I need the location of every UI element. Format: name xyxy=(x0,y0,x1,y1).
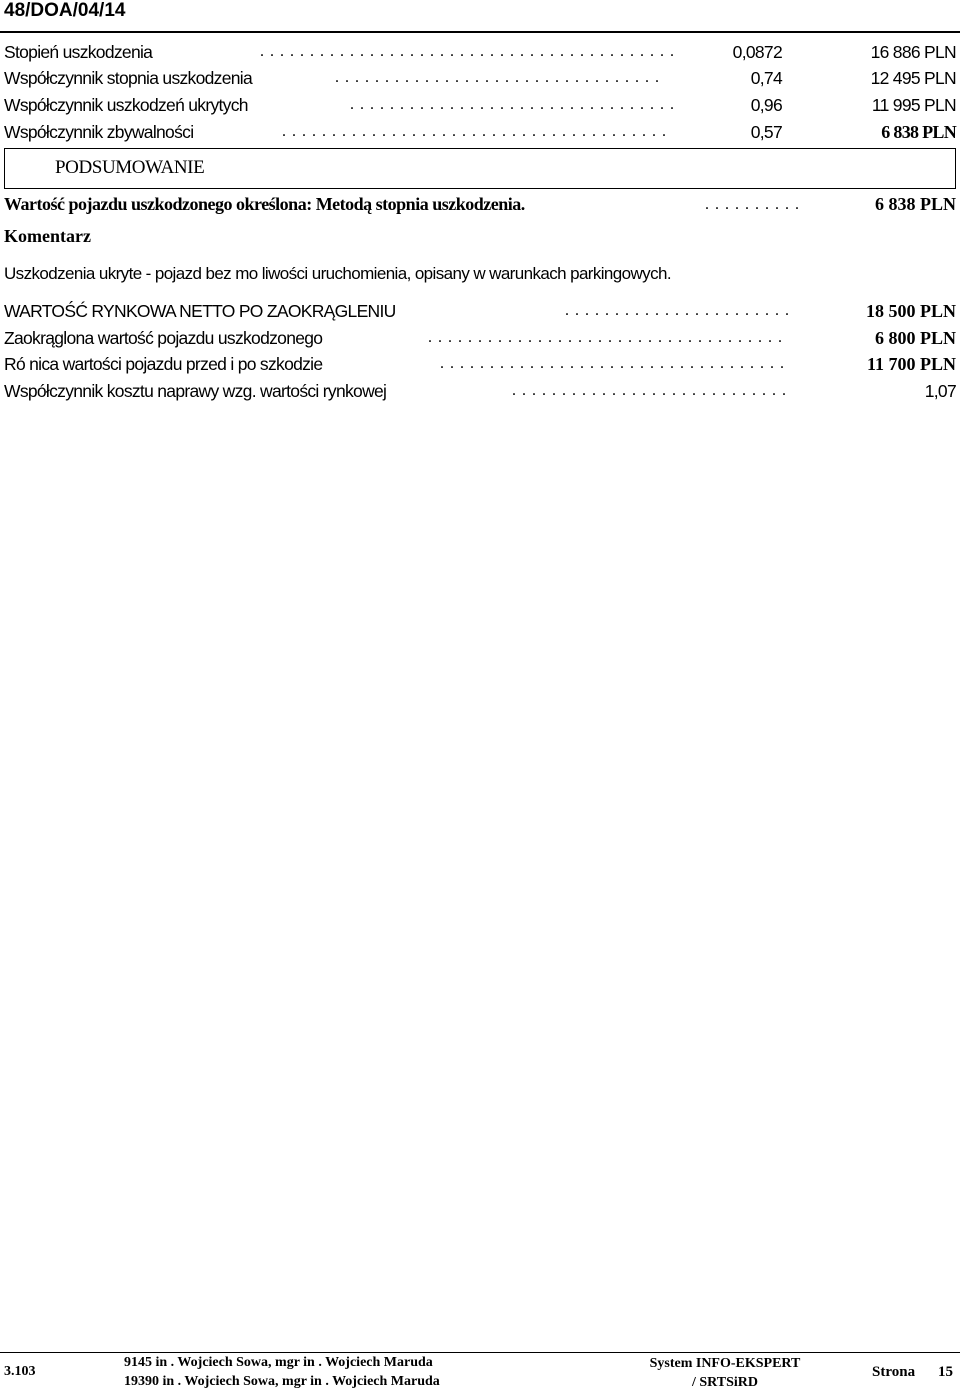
footer-page-number: 15 xyxy=(938,1364,953,1380)
total-label: Ró nica wartości pojazdu przed i po szkodzie xyxy=(4,354,323,374)
total-amount: 11 700 PLN xyxy=(866,354,956,374)
footer-system-line2: / SRTSiRD xyxy=(691,1375,759,1390)
total-dots: . . . . . . . . . . . . . . . . . . . . . . . . . . . . . . . . . . . xyxy=(440,355,785,372)
factor-dots: . . . . . . . . . . . . . . . . . . . . . . . . . . . . . . . . . . . . . . . xyxy=(282,123,667,140)
total-amount: 1,07 xyxy=(924,381,956,401)
factor-label: Współczynnik zbywalności xyxy=(4,122,194,142)
factor-amount: 11 995 PLN xyxy=(871,95,956,115)
footer-authors-line2: 19390 in . Wojciech Sowa, mgr in . Wojciech Maruda xyxy=(124,1374,440,1389)
total-amount: 18 500 PLN xyxy=(866,301,956,321)
factor-coef: 0,0872 xyxy=(732,42,782,62)
valuation-dots: . . . . . . . . . . xyxy=(705,196,800,213)
total-dots: . . . . . . . . . . . . . . . . . . . . . . . . . . . . xyxy=(512,382,787,399)
valuation-amount: 6 838 PLN xyxy=(875,194,956,214)
footer-system-line1: System INFO-EKSPERT xyxy=(649,1356,801,1371)
footer-authors-line1: 9145 in . Wojciech Sowa, mgr in . Wojciech Maruda xyxy=(124,1355,433,1370)
total-label: Zaokrąglona wartość pojazdu uszkodzonego xyxy=(4,328,323,348)
factor-dots: . . . . . . . . . . . . . . . . . . . . . . . . . . . . . . . . . xyxy=(350,96,675,113)
footer-divider xyxy=(0,1352,960,1353)
factor-coef: 0,74 xyxy=(750,68,782,88)
factor-label: Współczynnik uszkodzeń ukrytych xyxy=(4,95,248,115)
footer-page-label: Strona xyxy=(872,1364,916,1380)
factor-label: Stopień uszkodzenia xyxy=(4,42,153,62)
summary-title: PODSUMOWANIE xyxy=(55,157,205,178)
document-id: 48/DOA/04/14 xyxy=(4,0,126,21)
factor-coef: 0,96 xyxy=(750,95,782,115)
total-amount: 6 800 PLN xyxy=(875,328,956,348)
factor-coef: 0,57 xyxy=(750,122,782,142)
factor-amount: 12 495 PLN xyxy=(870,68,956,88)
footer-version: 3.103 xyxy=(4,1364,36,1379)
header-divider xyxy=(0,31,960,33)
comment-text: Uszkodzenia ukryte - pojazd bez mo liwości uruchomienia, opisany w warunkach parkingowych. xyxy=(4,264,671,283)
total-dots: . . . . . . . . . . . . . . . . . . . . . . . . . . . . . . . . . . . . xyxy=(428,329,783,346)
factor-label: Współczynnik stopnia uszkodzenia xyxy=(4,68,253,88)
total-dots: . . . . . . . . . . . . . . . . . . . . . . . xyxy=(565,302,790,319)
factor-dots: . . . . . . . . . . . . . . . . . . . . . . . . . . . . . . . . . xyxy=(335,69,660,86)
factor-amount: 16 886 PLN xyxy=(870,42,956,62)
total-label: WARTOŚĆ RYNKOWA NETTO PO ZAOKRĄGLENIU xyxy=(4,301,396,321)
summary-box xyxy=(4,148,956,189)
comment-heading: Komentarz xyxy=(4,226,91,246)
factor-dots: . . . . . . . . . . . . . . . . . . . . . . . . . . . . . . . . . . . . . . . . . . xyxy=(260,43,675,60)
valuation-label: Wartość pojazdu uszkodzonego określona: Metodą stopnia uszkodzenia. xyxy=(4,194,525,214)
total-label: Współczynnik kosztu naprawy wzg. wartości rynkowej xyxy=(4,381,387,401)
factor-amount: 6 838 PLN xyxy=(881,122,956,142)
